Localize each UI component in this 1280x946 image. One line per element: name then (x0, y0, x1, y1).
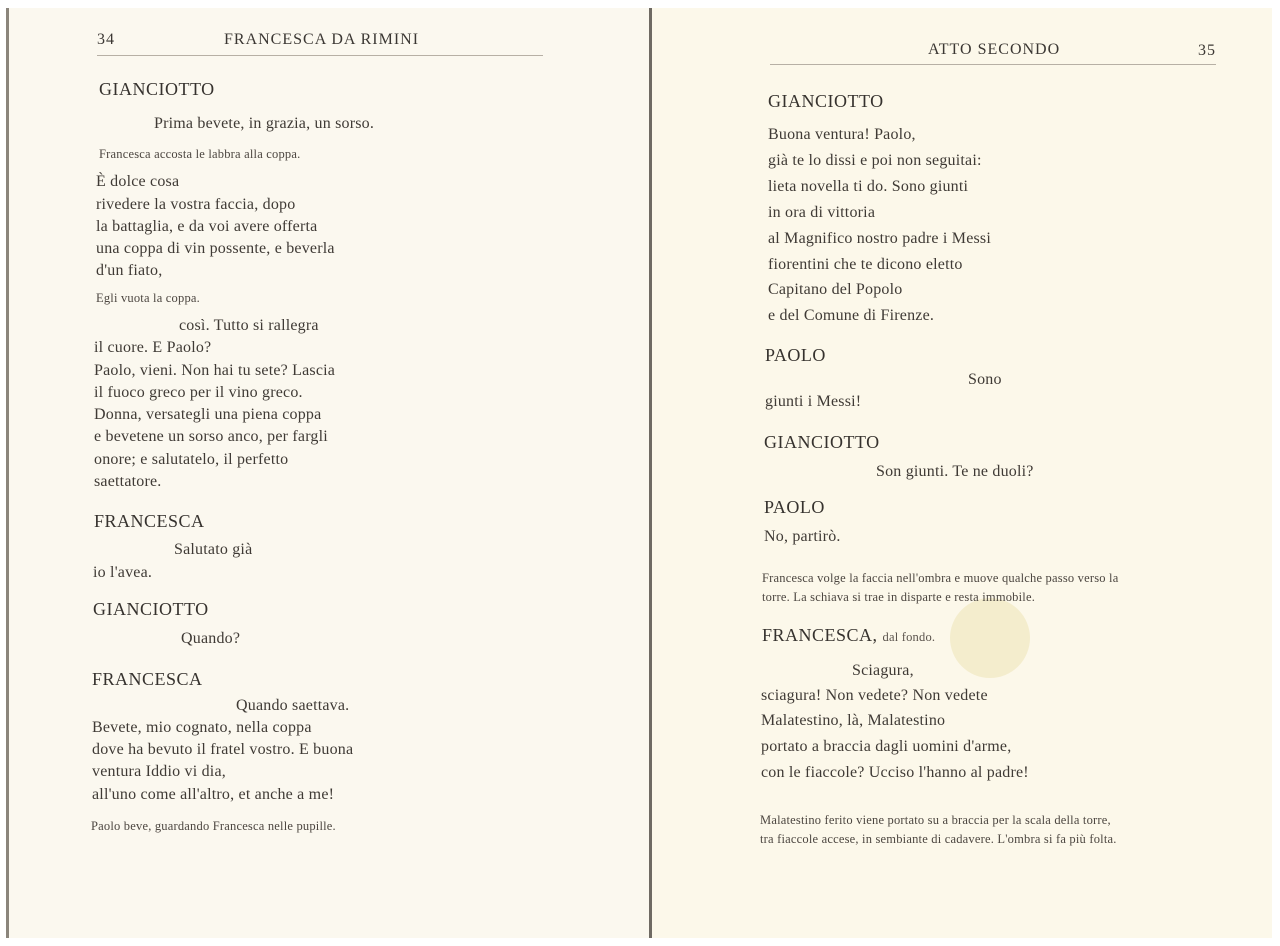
verse-line: Paolo, vieni. Non hai tu sete? Lascia (94, 362, 336, 379)
speaker-label: FRANCESCA, (762, 625, 878, 645)
verse-line: giunti i Messi! (765, 393, 862, 410)
verse-line: al Magnifico nostro padre i Messi (768, 230, 991, 247)
verse-line: rivedere la vostra faccia, dopo (96, 196, 296, 213)
verse-line: così. Tutto si rallegra (179, 317, 319, 334)
verse-line: portato a braccia dagli uomini d'arme, (761, 738, 1012, 755)
speaker-note: dal fondo. (882, 630, 936, 644)
speaker-name: FRANCESCA (92, 669, 203, 689)
verse-line: Quando saettava. (236, 697, 350, 714)
speaker-name: PAOLO (764, 497, 825, 517)
verse-line: dove ha bevuto il fratel vostro. E buona (92, 741, 354, 758)
verse-line: Prima bevete, in grazia, un sorso. (154, 115, 375, 132)
verse-line: e bevetene un sorso anco, per fargli (94, 428, 328, 445)
verse-line: onore; e salutatelo, il perfetto (94, 451, 289, 468)
verse-line: già te lo dissi e poi non seguitai: (768, 152, 982, 169)
book-spread (6, 8, 1272, 938)
verse-line: Capitano del Popolo (768, 281, 903, 298)
verse-line: il cuore. E Paolo? (94, 339, 212, 356)
verse-line: lieta novella ti do. Sono giunti (768, 178, 969, 195)
verse-line: Quando? (181, 630, 241, 647)
verse-line: io l'avea. (93, 564, 153, 581)
speaker-name: FRANCESCA (94, 511, 205, 531)
verse-line: la battaglia, e da voi avere offerta (96, 218, 318, 235)
running-title: FRANCESCA DA RIMINI (224, 31, 420, 48)
paper-stain (950, 598, 1030, 678)
page-number: 35 (1198, 42, 1216, 59)
speaker-name: GIANCIOTTO (764, 432, 880, 452)
verse-line: Malatestino, là, Malatestino (761, 712, 946, 729)
verse-line: d'un fiato, (96, 262, 163, 279)
verse-line: saettatore. (94, 473, 162, 490)
header-rule (97, 55, 543, 56)
verse-line: con le fiaccole? Ucciso l'hanno al padre! (761, 764, 1029, 781)
verse-line: No, partirò. (764, 528, 841, 545)
running-title: ATTO SECONDO (928, 41, 1061, 58)
verse-line: in ora di vittoria (768, 204, 876, 221)
stage-direction: Francesca accosta le labbra alla coppa. (99, 147, 301, 161)
stage-direction: tra fiaccole accese, in sembiante di cadavere. L'ombra si fa più folta. (760, 832, 1117, 846)
verse-line: Donna, versategli una piena coppa (94, 406, 322, 423)
verse-line: Buona ventura! Paolo, (768, 126, 916, 143)
verse-line: sciagura! Non vedete? Non vedete (761, 687, 988, 704)
verse-line: e del Comune di Firenze. (768, 307, 935, 324)
stage-direction: Egli vuota la coppa. (96, 291, 200, 305)
verse-line: Sciagura, (852, 662, 914, 679)
header-rule (770, 64, 1216, 65)
speaker-name: PAOLO (765, 345, 826, 365)
stage-direction: Paolo beve, guardando Francesca nelle pupille. (91, 819, 336, 833)
verse-line: Bevete, mio cognato, nella coppa (92, 719, 312, 736)
stage-direction: torre. La schiava si trae in disparte e resta immobile. (762, 590, 1036, 604)
verse-line: ventura Iddio vi dia, (92, 763, 226, 780)
verse-line: fiorentini che te dicono eletto (768, 256, 963, 273)
speaker-name: GIANCIOTTO (768, 91, 884, 111)
verse-line: È dolce cosa (96, 173, 180, 190)
verse-line: il fuoco greco per il vino greco. (94, 384, 303, 401)
speaker-name (762, 625, 935, 646)
page-number: 34 (97, 31, 115, 48)
right-page (652, 8, 1272, 938)
speaker-name: GIANCIOTTO (93, 599, 209, 619)
stage-direction: Francesca volge la faccia nell'ombra e muove qualche passo verso la (762, 571, 1119, 585)
verse-line: all'uno come all'altro, et anche a me! (92, 786, 335, 803)
left-page (6, 8, 649, 938)
verse-line: Salutato già (174, 541, 253, 558)
stage-direction: Malatestino ferito viene portato su a braccia per la scala della torre, (760, 813, 1111, 827)
verse-line: Sono (968, 371, 1002, 388)
verse-line: una coppa di vin possente, e beverla (96, 240, 335, 257)
speaker-name: GIANCIOTTO (99, 79, 215, 99)
verse-line: Son giunti. Te ne duoli? (876, 463, 1034, 480)
